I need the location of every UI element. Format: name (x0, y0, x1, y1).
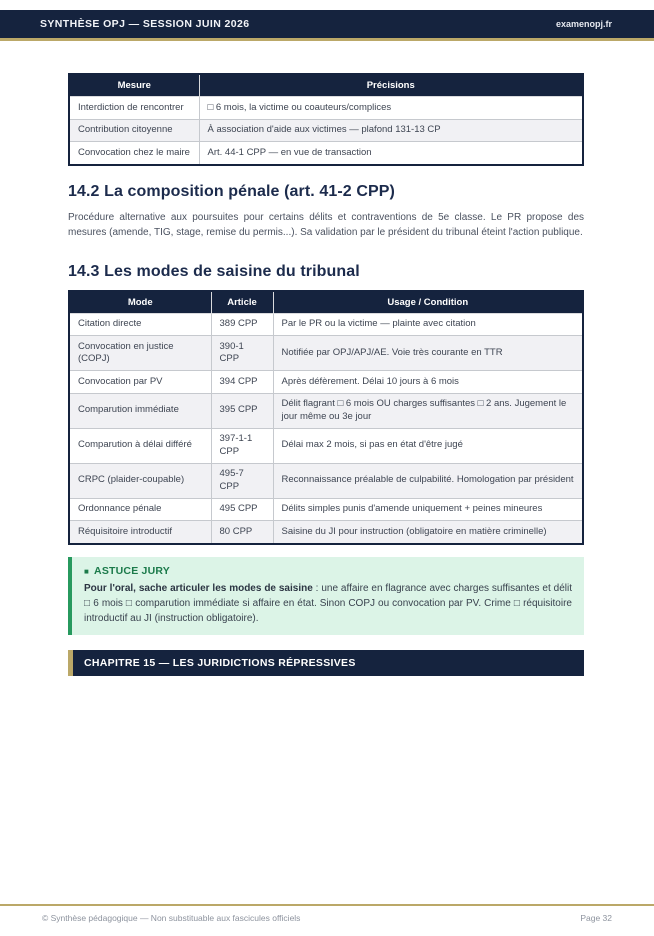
cell-usage: Notifiée par OPJ/APJ/AE. Voie très courante en TTR (273, 336, 583, 371)
header-title: SYNTHÈSE OPJ — SESSION JUIN 2026 (40, 18, 250, 30)
cell-mesure: Interdiction de rencontrer (69, 97, 199, 120)
cell-article: 80 CPP (211, 521, 273, 544)
saisine-table-head (69, 291, 583, 314)
cell-mode: Convocation par PV (69, 371, 211, 394)
measures-table-head (69, 74, 583, 97)
cell-precisions: Art. 44-1 CPP — en vue de transaction (199, 142, 583, 165)
measures-table (68, 73, 584, 166)
astuce-body-text (84, 581, 572, 626)
cell-usage: Saisine du JI pour instruction (obligatoire en matière criminelle) (273, 521, 583, 544)
astuce-jury-callout (68, 557, 584, 635)
document-page (0, 10, 654, 936)
cell-usage: Délai max 2 mois, si pas en état d'être jugé (273, 428, 583, 463)
cell-usage: Par le PR ou la victime — plainte avec citation (273, 313, 583, 336)
section-14-2-paragraph: Procédure alternative aux poursuites pour certains délits et contraventions de 5e classe. Le PR propose des mesures (amende, TIG, stage, remise du permis...). Sa validation par le président du tribunal éteint l'action publique. (68, 211, 584, 238)
cell-precisions: □ 6 mois, la victime ou coauteurs/complices (199, 97, 583, 120)
square-bullet-icon: ■ (84, 566, 90, 576)
header-bar (0, 10, 654, 41)
section-heading-14-3: 14.3 Les modes de saisine du tribunal (68, 262, 360, 280)
cell-mesure: Contribution citoyenne (69, 119, 199, 142)
astuce-rest-text: : une affaire en flagrance avec charges suffisantes et délit □ 6 mois □ comparution immédiate si affaire en état. Sinon COPJ ou convocation par PV. Crime □ réquisitoire introductif au JI (instruction obligatoire). (84, 582, 572, 624)
table-row (69, 393, 583, 428)
cell-article: 397-1-1 CPP (211, 428, 273, 463)
table-header-row (69, 74, 583, 97)
column-header-usage: Usage / Condition (273, 291, 583, 314)
page-content (68, 73, 584, 676)
table-row (69, 336, 583, 371)
table-row (69, 119, 583, 142)
header-site-label: examenopj.fr (555, 19, 612, 29)
cell-usage: Délit flagrant □ 6 mois OU charges suffisantes □ 2 ans. Jugement le jour même ou 3e jour (273, 393, 583, 428)
cell-mesure: Convocation chez le maire (69, 142, 199, 165)
footer-page-number: Page 32 (580, 913, 612, 923)
cell-usage: Reconnaissance préalable de culpabilité. Homologation par président (273, 463, 583, 498)
table-row (69, 463, 583, 498)
column-header-mode: Mode (69, 291, 211, 314)
column-header-precisions: Précisions (199, 74, 583, 97)
cell-mode: Convocation en justice (COPJ) (69, 336, 211, 371)
column-header-mesure: Mesure (69, 74, 199, 97)
cell-article: 394 CPP (211, 371, 273, 394)
table-row (69, 142, 583, 165)
cell-mode: Réquisitoire introductif (69, 521, 211, 544)
cell-article: 495 CPP (211, 498, 273, 521)
astuce-lead-bold: Pour l'oral, sache articuler les modes de saisine (84, 582, 313, 594)
table-row (69, 428, 583, 463)
cell-mode: Ordonnance pénale (69, 498, 211, 521)
footer-copyright: © Synthèse pédagogique — Non substituable aux fascicules officiels (42, 913, 301, 923)
cell-mode: CRPC (plaider-coupable) (69, 463, 211, 498)
chapter-15-heading-bar: CHAPITRE 15 — LES JURIDICTIONS RÉPRESSIVES (68, 650, 584, 676)
saisine-table-body (69, 313, 583, 544)
table-row (69, 313, 583, 336)
table-header-row (69, 291, 583, 314)
astuce-title-label: ASTUCE JURY (94, 564, 170, 577)
column-header-article: Article (211, 291, 273, 314)
astuce-title (84, 565, 572, 577)
saisine-table (68, 290, 584, 545)
cell-mode: Citation directe (69, 313, 211, 336)
page-footer (0, 904, 654, 923)
table-row (69, 521, 583, 544)
table-row (69, 97, 583, 120)
cell-article: 390-1 CPP (211, 336, 273, 371)
section-heading-14-2: 14.2 La composition pénale (art. 41-2 CPP) (68, 182, 395, 200)
cell-precisions: À association d'aide aux victimes — plafond 131-13 CP (199, 119, 583, 142)
cell-article: 395 CPP (211, 393, 273, 428)
cell-article: 389 CPP (211, 313, 273, 336)
measures-table-body (69, 97, 583, 165)
cell-usage: Après défèrement. Délai 10 jours à 6 mois (273, 371, 583, 394)
cell-mode: Comparution à délai différé (69, 428, 211, 463)
cell-article: 495-7 CPP (211, 463, 273, 498)
table-row (69, 498, 583, 521)
table-row (69, 371, 583, 394)
cell-mode: Comparution immédiate (69, 393, 211, 428)
cell-usage: Délits simples punis d'amende uniquement + peines mineures (273, 498, 583, 521)
